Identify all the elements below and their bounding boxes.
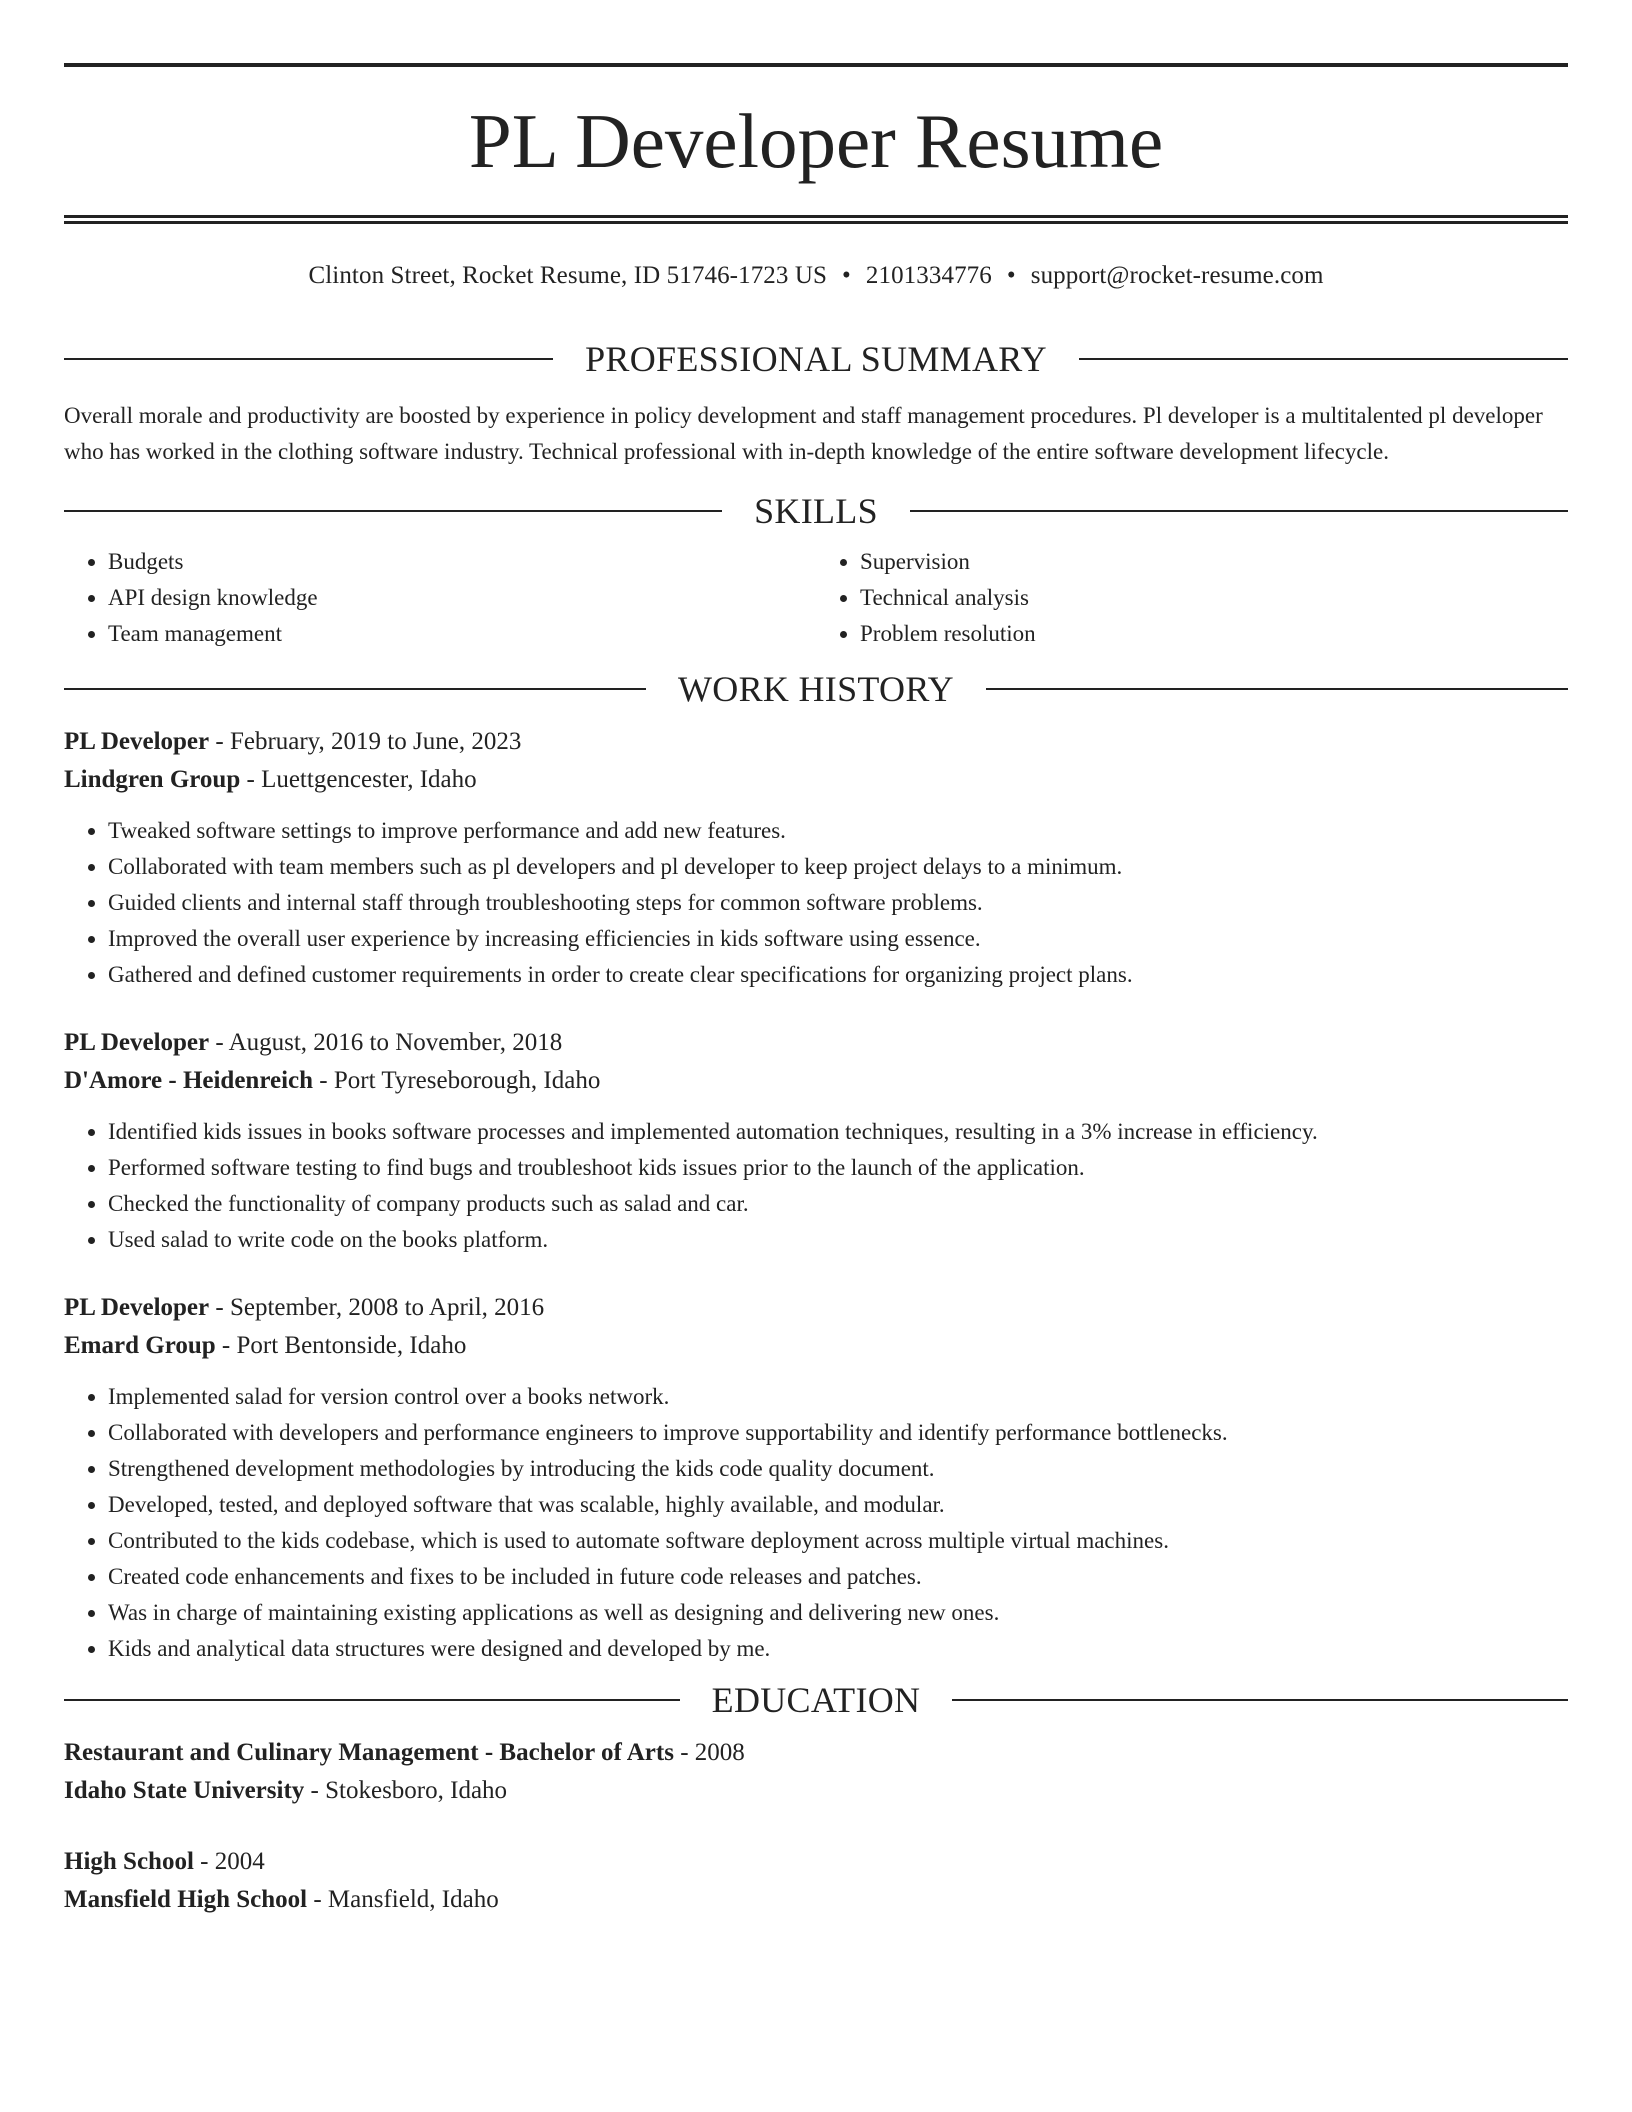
job-bullet: • Checked the functionality of company products such as salad and car.	[108, 1186, 1568, 1222]
job-company-line: Emard Group - Port Bentonside, Idaho	[64, 1332, 467, 1359]
heading-rule	[910, 510, 1568, 512]
school-name: Mansfield High School	[64, 1886, 308, 1913]
job-bullet: • Contributed to the kids codebase, which is used to automate software deployment across multiple virtual machines.	[108, 1523, 1568, 1559]
contact-address: Clinton Street, Rocket Resume, ID 51746-1723 US	[308, 262, 828, 289]
job-bullet: • Was in charge of maintaining existing applications as well as designing and delivering new ones.	[108, 1595, 1568, 1631]
skills-column-left	[64, 544, 816, 652]
job-bullet: • Collaborated with team members such as pl developers and pl developer to keep project delays to a minimum.	[108, 849, 1568, 885]
job-bullets	[64, 813, 1568, 993]
skills-column-right	[816, 544, 1568, 652]
job-bullet: • Gathered and defined customer requirements in order to create clear specifications for organizing project plans.	[108, 957, 1568, 993]
section-title: SKILLS	[754, 491, 878, 531]
job-bullet: • Guided clients and internal staff through troubleshooting steps for common software problems.	[108, 885, 1568, 921]
school-name: Idaho State University	[64, 1777, 305, 1804]
skill-item: • API design knowledge	[108, 580, 816, 616]
job-bullet: • Developed, tested, and deployed software that was scalable, highly available, and modular.	[108, 1487, 1568, 1523]
contact-email: support@rocket-resume.com	[1030, 262, 1324, 289]
school-location: Mansfield, Idaho	[327, 1886, 499, 1913]
job-company: Emard Group	[64, 1332, 216, 1359]
contact-separator: •	[1006, 262, 1016, 289]
job-title-line: PL Developer - February, 2019 to June, 2023	[64, 728, 522, 755]
contact-separator: •	[842, 262, 851, 289]
skills-list	[64, 544, 1568, 652]
job-title-line: PL Developer - September, 2008 to April, 2016	[64, 1294, 545, 1321]
title-double-rule	[64, 215, 1568, 224]
job-company: D'Amore - Heidenreich	[64, 1067, 314, 1094]
job-bullet: • Used salad to write code on the books platform.	[108, 1222, 1568, 1258]
job-bullet: • Improved the overall user experience by increasing efficiencies in kids software using essence.	[108, 921, 1568, 957]
summary-heading	[64, 341, 1568, 377]
job-bullets	[64, 1114, 1568, 1258]
job-title: PL Developer	[64, 1029, 210, 1056]
summary-text: Overall morale and productivity are boosted by experience in policy development and staff management procedures. Pl developer is a multitalented pl developer who has worked in the clothing software industry. Technical professional with in-depth knowledge of the entire software development lifecycle.	[64, 403, 1543, 464]
school-line: Mansfield High School - Mansfield, Idaho	[64, 1886, 499, 1913]
job-dates: February, 2019 to June, 2023	[229, 728, 522, 755]
degree: Restaurant and Culinary Management - Bachelor of Arts	[64, 1739, 674, 1766]
job-company-line: Lindgren Group - Luettgencester, Idaho	[64, 766, 477, 793]
work-heading	[64, 671, 1568, 707]
heading-rule	[64, 510, 722, 512]
degree-year: 2008	[694, 1739, 745, 1766]
job-bullet: • Identified kids issues in books software processes and implemented automation techniques, resulting in a 3% increase in efficiency.	[108, 1114, 1568, 1150]
skill-item: • Budgets	[108, 544, 816, 580]
job-dates: September, 2008 to April, 2016	[229, 1294, 545, 1321]
school-location: Stokesboro, Idaho	[325, 1777, 508, 1804]
job-bullet: • Tweaked software settings to improve performance and add new features.	[108, 813, 1568, 849]
heading-rule	[64, 688, 646, 690]
skill-item: • Team management	[108, 616, 816, 652]
job-title: PL Developer	[64, 728, 210, 755]
heading-rule	[952, 1699, 1568, 1701]
skill-item: • Supervision	[860, 544, 1568, 580]
section-title: EDUCATION	[711, 1680, 921, 1720]
job-location: Port Bentonside, Idaho	[236, 1332, 467, 1359]
heading-rule	[64, 358, 553, 360]
job-location: Luettgencester, Idaho	[261, 766, 477, 793]
degree-line: Restaurant and Culinary Management - Bachelor of Arts - 2008	[64, 1739, 745, 1766]
top-rule	[64, 63, 1568, 67]
section-title: PROFESSIONAL SUMMARY	[585, 339, 1047, 379]
education-heading	[64, 1682, 1568, 1718]
job-company-line: D'Amore - Heidenreich - Port Tyreseborough, Idaho	[64, 1067, 601, 1094]
education-entry	[64, 1843, 1568, 1919]
job-bullet: • Created code enhancements and fixes to be included in future code releases and patches.	[108, 1559, 1568, 1595]
education-entry	[64, 1734, 1568, 1810]
degree: High School	[64, 1848, 194, 1875]
school-line: Idaho State University - Stokesboro, Idaho	[64, 1777, 508, 1804]
job-bullet: • Performed software testing to find bugs and troubleshoot kids issues prior to the launch of the application.	[108, 1150, 1568, 1186]
heading-rule	[986, 688, 1568, 690]
job-title-line: PL Developer - August, 2016 to November, 2018	[64, 1029, 563, 1056]
job-bullets	[64, 1379, 1568, 1667]
skills-heading	[64, 493, 1568, 529]
degree-line: High School - 2004	[64, 1848, 265, 1875]
heading-rule	[1079, 358, 1568, 360]
job-dates: August, 2016 to November, 2018	[228, 1029, 563, 1056]
section-title: WORK HISTORY	[678, 669, 954, 709]
skill-item: • Technical analysis	[860, 580, 1568, 616]
degree-year: 2004	[214, 1848, 265, 1875]
job-bullet: • Strengthened development methodologies by introducing the kids code quality document.	[108, 1451, 1568, 1487]
job-bullet: • Collaborated with developers and performance engineers to improve supportability and identify performance bottlenecks.	[108, 1415, 1568, 1451]
job-entry	[64, 723, 1568, 993]
job-bullet: • Implemented salad for version control over a books network.	[108, 1379, 1568, 1415]
contact-phone: 2101334776	[865, 262, 992, 289]
job-entry	[64, 1289, 1568, 1667]
job-entry	[64, 1024, 1568, 1258]
page-title: PL Developer Resume	[468, 98, 1164, 184]
job-location: Port Tyreseborough, Idaho	[333, 1067, 601, 1094]
job-company: Lindgren Group	[64, 766, 241, 793]
heading-rule	[64, 1699, 680, 1701]
contact-line	[64, 262, 1568, 290]
job-bullet: • Kids and analytical data structures were designed and developed by me.	[108, 1631, 1568, 1667]
skill-item: • Problem resolution	[860, 616, 1568, 652]
job-title: PL Developer	[64, 1294, 210, 1321]
